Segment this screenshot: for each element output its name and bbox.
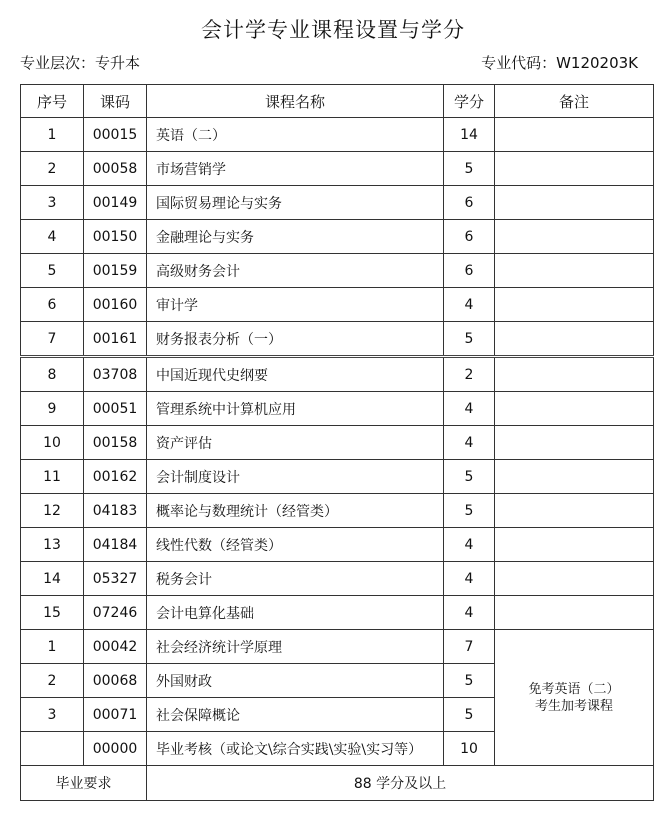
table-row	[21, 596, 654, 630]
table-row	[21, 562, 654, 596]
header-remark: 备注	[495, 85, 654, 118]
cell-remark	[495, 220, 654, 254]
cell-no: 2	[21, 664, 84, 698]
table-row	[21, 426, 654, 460]
cell-code: 00159	[84, 254, 147, 288]
cell-name: 概率论与数理统计（经管类）	[147, 494, 444, 528]
cell-code: 07246	[84, 596, 147, 630]
cell-credit: 10	[444, 732, 495, 766]
cell-remark	[495, 322, 654, 357]
cell-credit: 5	[444, 698, 495, 732]
cell-name: 国际贸易理论与实务	[147, 186, 444, 220]
header-name: 课程名称	[147, 85, 444, 118]
cell-no: 1	[21, 118, 84, 152]
cell-credit: 7	[444, 630, 495, 664]
table-row	[21, 322, 654, 357]
cell-name: 毕业考核（或论文\综合实践\实验\实习等）	[147, 732, 444, 766]
cell-no: 5	[21, 254, 84, 288]
cell-credit: 2	[444, 357, 495, 392]
cell-no: 12	[21, 494, 84, 528]
cell-remark	[495, 357, 654, 392]
cell-code: 00042	[84, 630, 147, 664]
cell-name: 资产评估	[147, 426, 444, 460]
cell-name: 会计电算化基础	[147, 596, 444, 630]
cell-code: 04183	[84, 494, 147, 528]
cell-credit: 4	[444, 596, 495, 630]
table-row	[21, 288, 654, 322]
cell-remark	[495, 596, 654, 630]
cell-credit: 5	[444, 460, 495, 494]
cell-credit: 5	[444, 664, 495, 698]
table-row	[21, 460, 654, 494]
cell-credit: 4	[444, 528, 495, 562]
cell-name: 外国财政	[147, 664, 444, 698]
cell-code: 00161	[84, 322, 147, 357]
cell-credit: 4	[444, 288, 495, 322]
cell-no	[21, 732, 84, 766]
cell-name: 社会经济统计学原理	[147, 630, 444, 664]
cell-code: 00158	[84, 426, 147, 460]
cell-no: 7	[21, 322, 84, 357]
cell-no: 3	[21, 186, 84, 220]
cell-credit: 6	[444, 220, 495, 254]
cell-no: 11	[21, 460, 84, 494]
cell-name: 财务报表分析（一）	[147, 322, 444, 357]
table-row	[21, 186, 654, 220]
graduation-requirement-row	[21, 766, 654, 801]
cell-code: 00160	[84, 288, 147, 322]
cell-code: 04184	[84, 528, 147, 562]
cell-credit: 14	[444, 118, 495, 152]
cell-code: 00000	[84, 732, 147, 766]
table-row	[21, 630, 654, 664]
cell-code: 00162	[84, 460, 147, 494]
cell-name: 税务会计	[147, 562, 444, 596]
cell-name: 社会保障概论	[147, 698, 444, 732]
cell-credit: 4	[444, 392, 495, 426]
cell-no: 14	[21, 562, 84, 596]
remark-line-1: 免考英语（二）	[528, 681, 620, 697]
page-title: 会计学专业课程设置与学分	[201, 18, 465, 42]
cell-no: 10	[21, 426, 84, 460]
program-code: 专业代码：W120203K	[481, 54, 638, 72]
table-row	[21, 152, 654, 186]
cell-remark	[495, 186, 654, 220]
cell-name: 市场营销学	[147, 152, 444, 186]
cell-no: 4	[21, 220, 84, 254]
cell-name: 中国近现代史纲要	[147, 357, 444, 392]
cell-name: 审计学	[147, 288, 444, 322]
cell-name: 英语（二）	[147, 118, 444, 152]
cell-remark	[495, 494, 654, 528]
cell-credit: 6	[444, 186, 495, 220]
cell-name: 会计制度设计	[147, 460, 444, 494]
header-credit: 学分	[444, 85, 495, 118]
cell-name: 管理系统中计算机应用	[147, 392, 444, 426]
cell-remark	[495, 528, 654, 562]
table-row	[21, 528, 654, 562]
header-no: 序号	[21, 85, 84, 118]
cell-remark	[495, 152, 654, 186]
cell-no: 1	[21, 630, 84, 664]
cell-remark	[495, 392, 654, 426]
cell-code: 00058	[84, 152, 147, 186]
cell-remark	[495, 288, 654, 322]
extra-course-remark	[495, 630, 654, 766]
footer-label: 毕业要求	[21, 766, 147, 801]
cell-code: 00071	[84, 698, 147, 732]
cell-no: 9	[21, 392, 84, 426]
table-row	[21, 392, 654, 426]
cell-no: 6	[21, 288, 84, 322]
cell-remark	[495, 254, 654, 288]
cell-remark	[495, 562, 654, 596]
cell-name: 金融理论与实务	[147, 220, 444, 254]
table-row	[21, 220, 654, 254]
cell-no: 3	[21, 698, 84, 732]
cell-remark	[495, 460, 654, 494]
cell-code: 00068	[84, 664, 147, 698]
cell-credit: 5	[444, 152, 495, 186]
cell-no: 8	[21, 357, 84, 392]
footer-value: 88 学分及以上	[147, 766, 654, 801]
cell-credit: 4	[444, 426, 495, 460]
course-table	[20, 84, 654, 801]
program-level: 专业层次：专升本	[20, 54, 141, 72]
cell-name: 高级财务会计	[147, 254, 444, 288]
cell-code: 03708	[84, 357, 147, 392]
table-row	[21, 254, 654, 288]
cell-code: 00149	[84, 186, 147, 220]
header-code: 课码	[84, 85, 147, 118]
table-row	[21, 118, 654, 152]
cell-remark	[495, 426, 654, 460]
cell-credit: 5	[444, 322, 495, 357]
cell-credit: 5	[444, 494, 495, 528]
cell-credit: 4	[444, 562, 495, 596]
cell-remark	[495, 118, 654, 152]
cell-no: 2	[21, 152, 84, 186]
cell-no: 15	[21, 596, 84, 630]
table-row	[21, 357, 654, 392]
cell-no: 13	[21, 528, 84, 562]
cell-name: 线性代数（经管类）	[147, 528, 444, 562]
cell-code: 00015	[84, 118, 147, 152]
table-header-row	[21, 85, 654, 118]
cell-credit: 6	[444, 254, 495, 288]
cell-code: 00051	[84, 392, 147, 426]
cell-code: 00150	[84, 220, 147, 254]
cell-code: 05327	[84, 562, 147, 596]
remark-line-2: 考生加考课程	[534, 698, 613, 714]
table-row	[21, 494, 654, 528]
